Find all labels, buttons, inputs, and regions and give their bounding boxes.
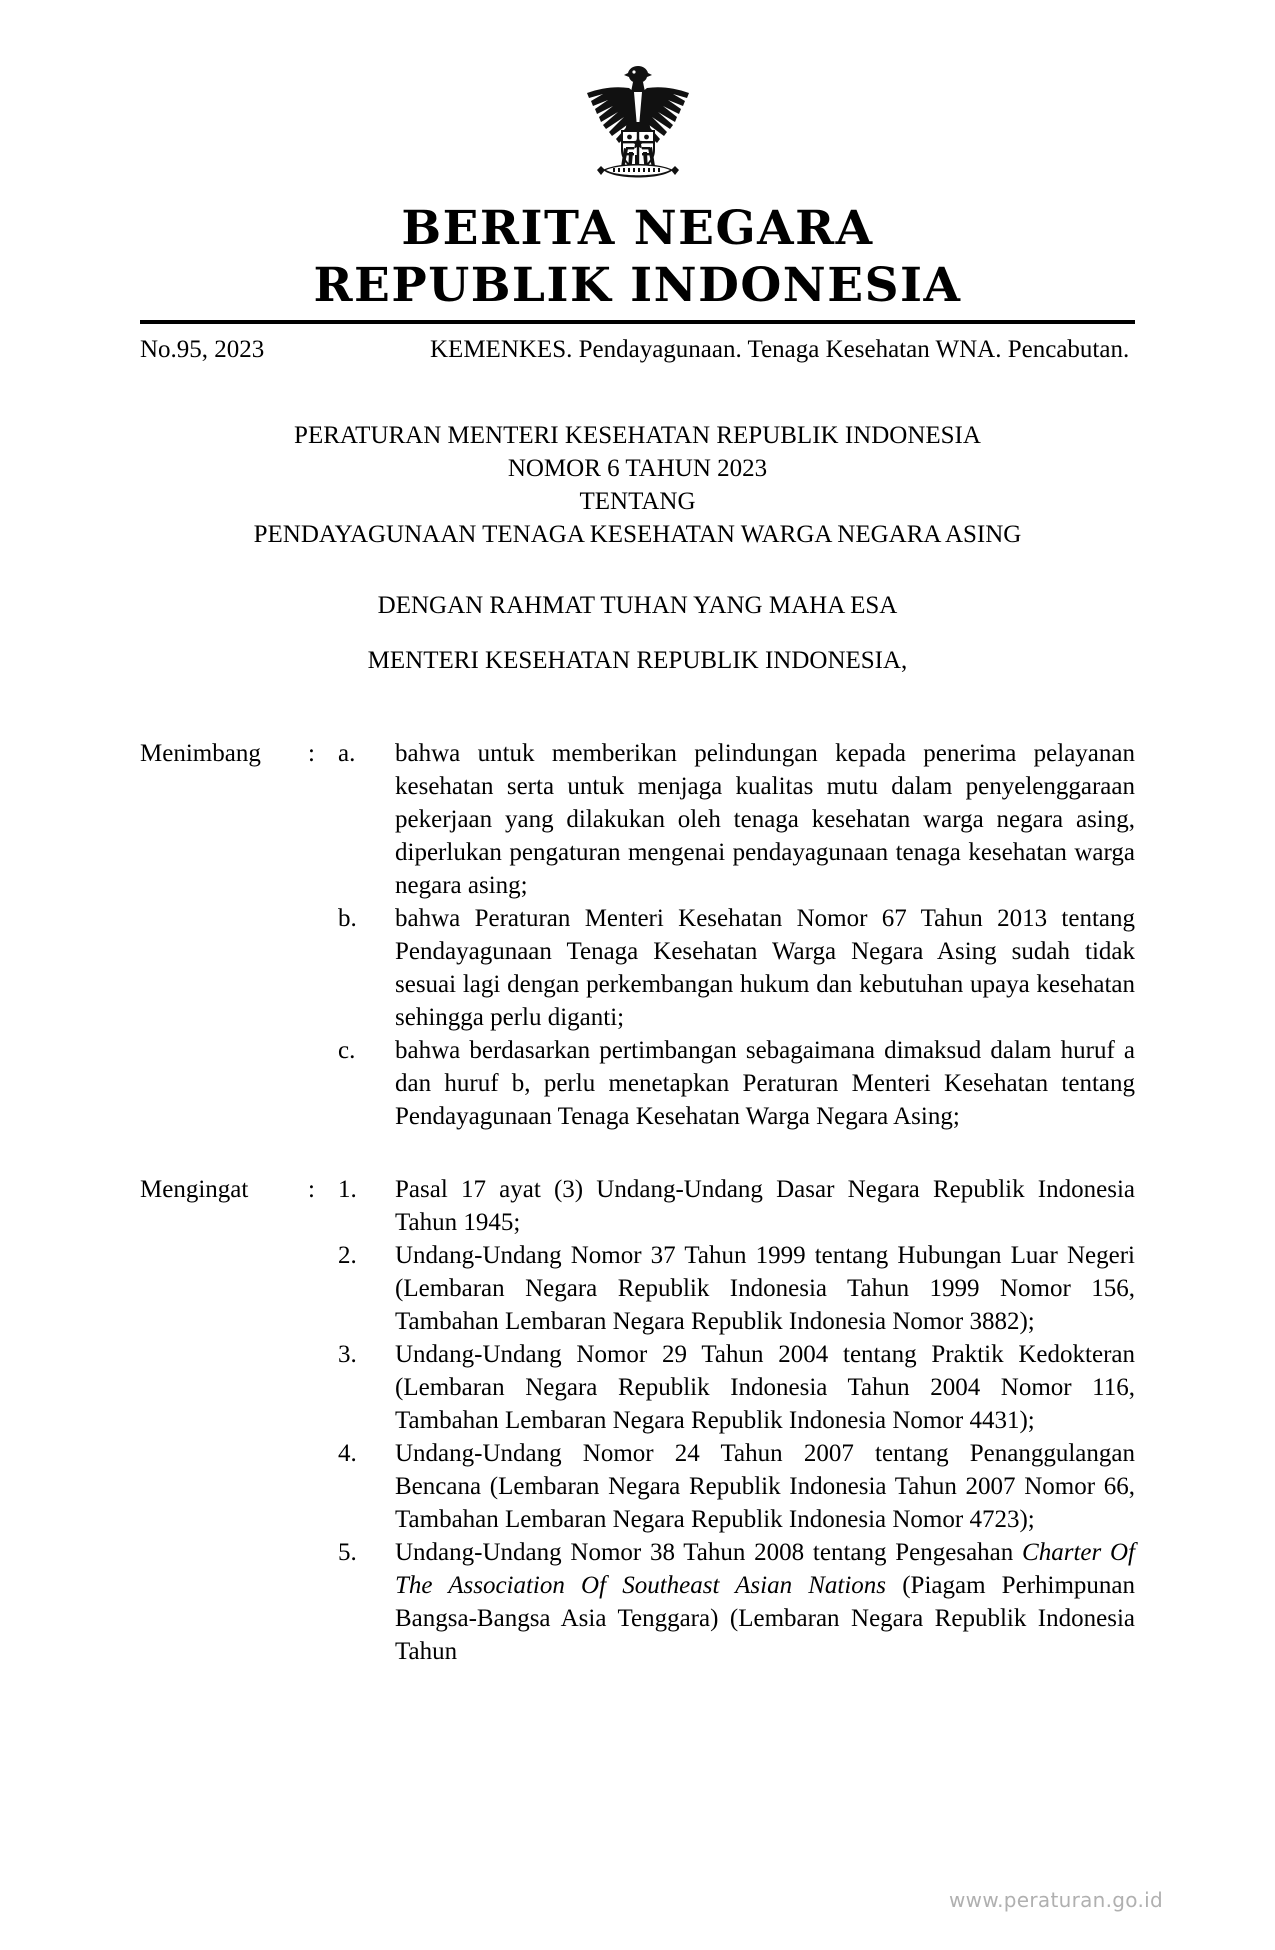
mengingat-section bbox=[140, 1173, 1135, 1668]
mengingat-item-5 bbox=[140, 1536, 1135, 1668]
gazette-subject: KEMENKES. Pendayagunaan. Tenaga Kesehatan WNA. Pencabutan. bbox=[430, 336, 1130, 363]
gazette-number: No.95, 2023 bbox=[140, 336, 265, 363]
mengingat-text-1: Pasal 17 ayat (3) Undang-Undang Dasar Negara Republik Indonesia Tahun 1945; bbox=[395, 1176, 1135, 1236]
regulation-title-line-2: NOMOR 6 TAHUN 2023 bbox=[507, 455, 768, 482]
menimbang-marker-c: c. bbox=[338, 1037, 356, 1064]
mengingat-item-1 bbox=[140, 1173, 1135, 1239]
menimbang-label: Menimbang bbox=[140, 740, 261, 767]
menimbang-item-a bbox=[140, 737, 1135, 902]
mengingat-text-4: Undang-Undang Nomor 24 Tahun 2007 tentang Penanggulangan Bencana (Lembaran Negara Republik Indonesia Tahun 2007 Nomor 66, Tambahan Lembaran Negara Republik Indonesia Nomor 4723); bbox=[395, 1440, 1135, 1533]
mengingat-item-3 bbox=[140, 1338, 1135, 1437]
mengingat-text-3: Undang-Undang Nomor 29 Tahun 2004 tentang Praktik Kedokteran (Lembaran Negara Republik Indonesia Tahun 2004 Nomor 116, Tambahan Lembaran Negara Republik Indonesia Nomor 4431); bbox=[395, 1341, 1135, 1434]
invocation-line-1: DENGAN RAHMAT TUHAN YANG MAHA ESA bbox=[377, 592, 898, 619]
masthead-divider bbox=[140, 320, 1135, 324]
menimbang-section bbox=[140, 737, 1135, 1133]
masthead-line-1: BERITA NEGARA bbox=[401, 201, 874, 256]
menimbang-text-a: bahwa untuk memberikan pelindungan kepada penerima pelayanan kesehatan serta untuk menjaga kualitas mutu dalam penyelenggaraan pekerjaan yang dilakukan oleh tenaga kesehatan warga negara asing, diperlukan pengaturan mengenai pendayagunaan tenaga kesehatan warga negara asing; bbox=[395, 740, 1135, 899]
masthead bbox=[0, 0, 1275, 314]
invocation-block bbox=[140, 589, 1135, 677]
mengingat-item-4 bbox=[140, 1437, 1135, 1536]
mengingat-label: Mengingat bbox=[140, 1176, 249, 1203]
mengingat-colon: : bbox=[308, 1176, 315, 1203]
mengingat-marker-4: 4. bbox=[338, 1440, 357, 1467]
mengingat-text-5-part-1: Undang-Undang Nomor 38 Tahun 2008 tentang Pengesahan bbox=[395, 1539, 1023, 1566]
regulation-title-line-1: PERATURAN MENTERI KESEHATAN REPUBLIK INDONESIA bbox=[294, 422, 981, 449]
mengingat-text-5 bbox=[395, 1536, 1135, 1668]
mengingat-text-2: Undang-Undang Nomor 37 Tahun 1999 tentang Hubungan Luar Negeri (Lembaran Negara Republik Indonesia Tahun 1999 Nomor 156, Tambahan Lembaran Negara Republik Indonesia Nomor 3882); bbox=[395, 1242, 1135, 1335]
menimbang-item-b bbox=[140, 902, 1135, 1034]
menimbang-marker-b: b. bbox=[338, 905, 357, 932]
menimbang-text-c: bahwa berdasarkan pertimbangan sebagaimana dimaksud dalam huruf a dan huruf b, perlu menetapkan Peraturan Menteri Kesehatan tentang Pendayagunaan Tenaga Kesehatan Warga Negara Asing; bbox=[395, 1037, 1135, 1130]
regulation-title-line-3: TENTANG bbox=[579, 488, 696, 515]
mengingat-item-2 bbox=[140, 1239, 1135, 1338]
footer-watermark: www.peraturan.go.id bbox=[949, 1888, 1163, 1912]
mengingat-marker-1: 1. bbox=[338, 1176, 357, 1203]
mengingat-marker-5: 5. bbox=[338, 1539, 357, 1566]
menimbang-marker-a: a. bbox=[338, 740, 356, 767]
invocation-line-2: MENTERI KESEHATAN REPUBLIK INDONESIA, bbox=[367, 647, 908, 674]
menimbang-text-b: bahwa Peraturan Menteri Kesehatan Nomor 67 Tahun 2013 tentang Pendayagunaan Tenaga Kesehatan Warga Negara Asing sudah tidak sesuai lagi dengan perkembangan hukum dan kebutuhan upaya kesehatan sehingga perlu diganti; bbox=[395, 905, 1135, 1031]
mengingat-marker-3: 3. bbox=[338, 1341, 357, 1368]
invocation-spacer bbox=[140, 622, 1135, 644]
mengingat-text-5-part-2: (Piagam Perhimpunan Bangsa-Bangsa Asia Tenggara) (Lembaran Negara Republik Indonesia Tahun bbox=[395, 1572, 1135, 1665]
mengingat-marker-2: 2. bbox=[338, 1242, 357, 1269]
regulation-title-line-4: PENDAYAGUNAAN TENAGA KESEHATAN WARGA NEGARA ASING bbox=[253, 521, 1022, 548]
menimbang-item-c bbox=[140, 1034, 1135, 1133]
mengingat-text-5-italic-title: Charter Of The Association Of Southeast Asian Nations bbox=[395, 1539, 1135, 1599]
menimbang-colon: : bbox=[308, 740, 315, 767]
gazette-header-row bbox=[140, 333, 1135, 367]
regulation-title-block bbox=[140, 419, 1135, 551]
masthead-line-2: REPUBLIK INDONESIA bbox=[313, 258, 962, 313]
garuda-pancasila-emblem bbox=[563, 62, 713, 194]
